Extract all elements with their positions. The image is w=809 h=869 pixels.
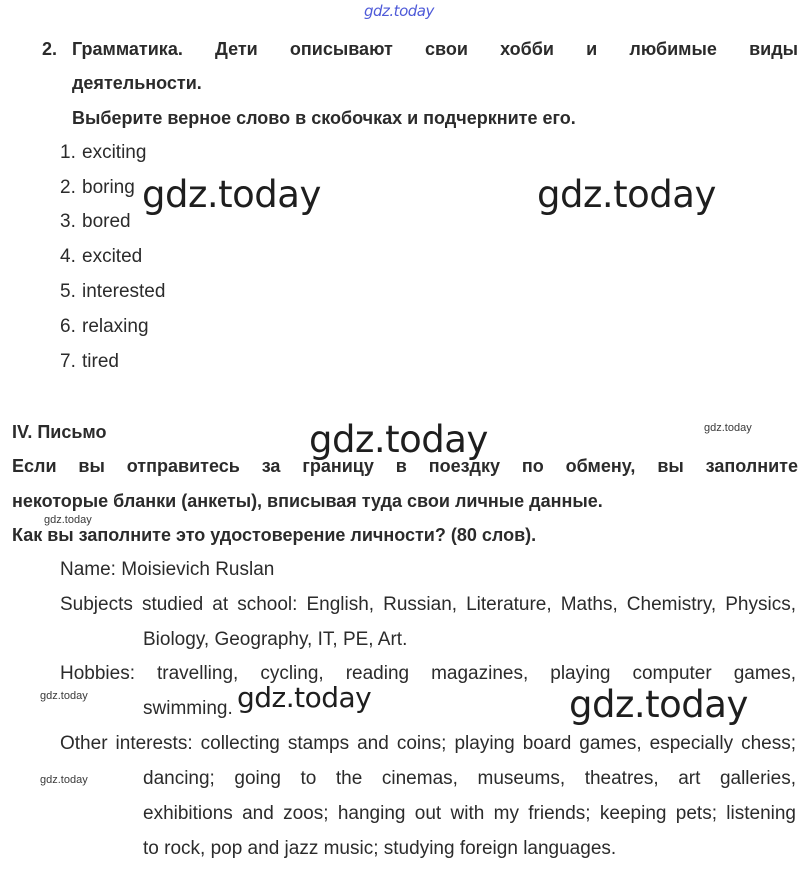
form-other-line4: to rock, pop and jazz music; studying foreign languages. [143,838,617,859]
answer-word: tired [82,351,119,372]
task2-title-line1: Грамматика. Дети описывают свои хобби и любимые виды [72,39,798,59]
answer-item [60,281,165,303]
answer-word: interested [82,281,166,302]
watermark-large: gdz.today [142,173,321,216]
watermark-large: gdz.today [569,683,748,726]
task2-instruction: Выберите верное слово в скобочках и подчеркните его. [72,108,576,128]
answer-item [60,142,146,164]
answer-number: 3. [60,211,76,232]
answer-number: 4. [60,246,76,267]
answer-item [60,177,135,199]
answer-item [60,246,142,268]
form-other-line2: dancing; going to the cinemas, museums, theatres, art galleries, [143,768,796,789]
section-intro-line1: Если вы отправитесь за границу в поездку по обмену, вы заполните [12,456,798,476]
answer-number: 6. [60,316,76,337]
section-heading: IV. Письмо [12,422,107,442]
answer-word: excited [82,246,143,267]
watermark-small: gdz.today [40,690,88,702]
section-intro-line3: Как вы заполните это удостоверение личности? (80 слов). [12,525,537,545]
answer-word: boring [82,177,135,198]
watermark-top: gdz.today [364,2,434,20]
answer-item [60,211,131,233]
task2-number: 2. [42,39,58,59]
form-subjects-line2: Biology, Geography, IT, PE, Art. [143,629,408,650]
watermark-medium: gdz.today [237,681,372,714]
watermark-small: gdz.today [704,422,752,434]
form-subjects-line1: Subjects studied at school: English, Russian, Literature, Maths, Chemistry, Physics, [60,594,796,615]
answer-word: relaxing [82,316,149,337]
answer-item [60,316,149,338]
watermark-small: gdz.today [44,514,92,526]
watermark-small: gdz.today [40,774,88,786]
answer-item [60,351,119,373]
answer-number: 5. [60,281,76,302]
answer-word: bored [82,211,131,232]
task2-title-line2: деятельности. [72,73,202,93]
answer-number: 7. [60,351,76,372]
form-hobbies-line1: Hobbies: travelling, cycling, reading magazines, playing computer games, [60,663,796,684]
form-other-line3: exhibitions and zoos; hanging out with my friends; keeping pets; listening [143,803,796,824]
watermark-large: gdz.today [309,418,488,461]
watermark-large: gdz.today [537,173,716,216]
answer-number: 1. [60,142,76,163]
answer-number: 2. [60,177,76,198]
section-intro-line2: некоторые бланки (анкеты), вписывая туда свои личные данные. [12,491,603,511]
answer-word: exciting [82,142,147,163]
form-hobbies-line2: swimming. [143,698,233,719]
form-other-line1: Other interests: collecting stamps and coins; playing board games, especially chess; [60,733,796,754]
form-name: Name: Moisievich Ruslan [60,559,275,580]
